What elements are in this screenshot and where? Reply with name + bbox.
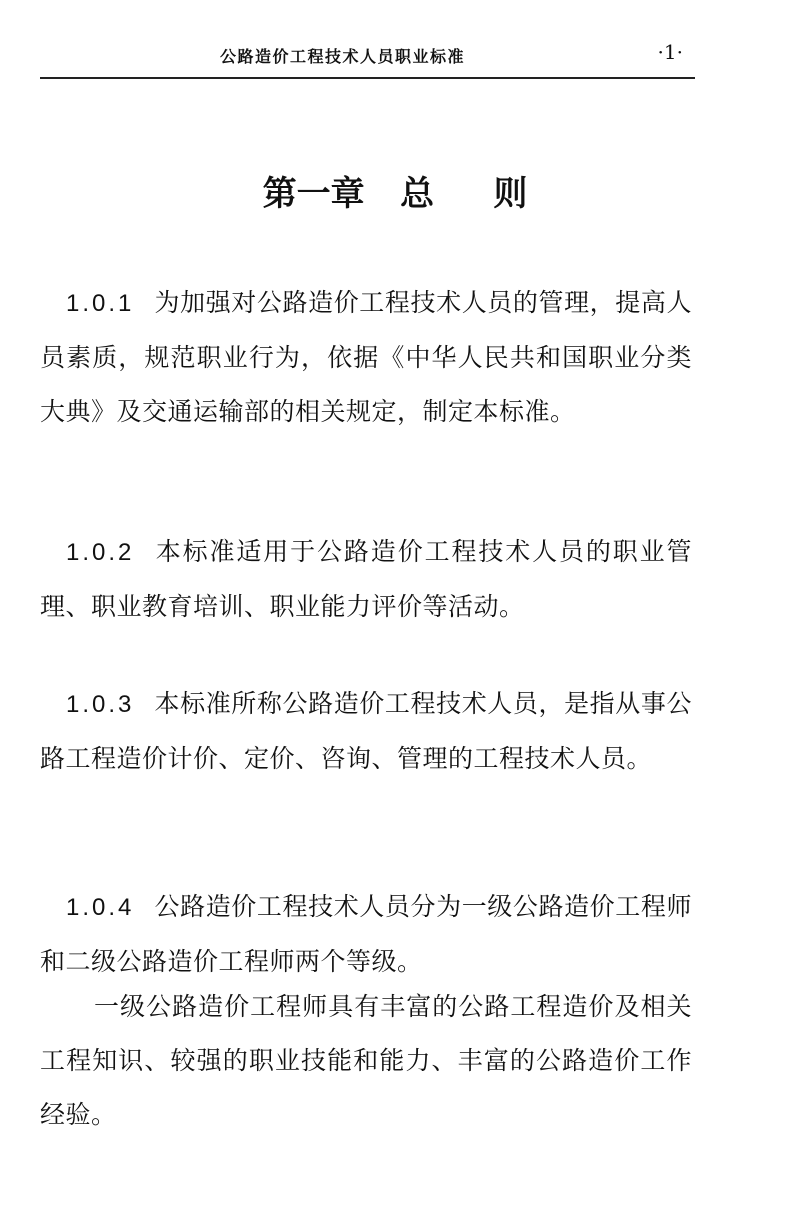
chapter-title: 第一章 总 则: [262, 174, 528, 214]
clause-number: 1.0.2: [66, 539, 135, 566]
clause-1-0-1: [40, 276, 692, 439]
clause-text: 为加强对公路造价工程技术人员的管理，提高人员素质，规范职业行为，依据《中华人民共和国职业分类大典》及交通运输部的相关规定，制定本标准。: [40, 288, 692, 426]
header-rule: [40, 77, 695, 79]
clause-1-0-4: [40, 880, 692, 989]
running-title: 公路造价工程技术人员职业标准: [220, 47, 466, 66]
clause-text: 公路造价工程技术人员分为一级公路造价工程师和二级公路造价工程师两个等级。: [40, 892, 692, 976]
clause-text: 本标准所称公路造价工程技术人员，是指从事公路工程造价计价、定价、咨询、管理的工程技术人员。: [40, 689, 692, 773]
running-header: [40, 38, 695, 74]
clause-number: 1.0.4: [66, 894, 135, 921]
clause-number: 1.0.1: [66, 290, 135, 317]
clause-1-0-3: [40, 677, 692, 786]
page-number: ·1·: [657, 40, 683, 64]
clause-1-0-4-paragraph: 一级公路造价工程师具有丰富的公路工程造价及相关工程知识、较强的职业技能和能力、丰富的公路造价工作经验。: [40, 992, 692, 1129]
clause-text: 本标准适用于公路造价工程技术人员的职业管理、职业教育培训、职业能力评价等活动。: [40, 537, 692, 621]
clause-number: 1.0.3: [66, 691, 135, 718]
clause-1-0-2: [40, 525, 692, 634]
